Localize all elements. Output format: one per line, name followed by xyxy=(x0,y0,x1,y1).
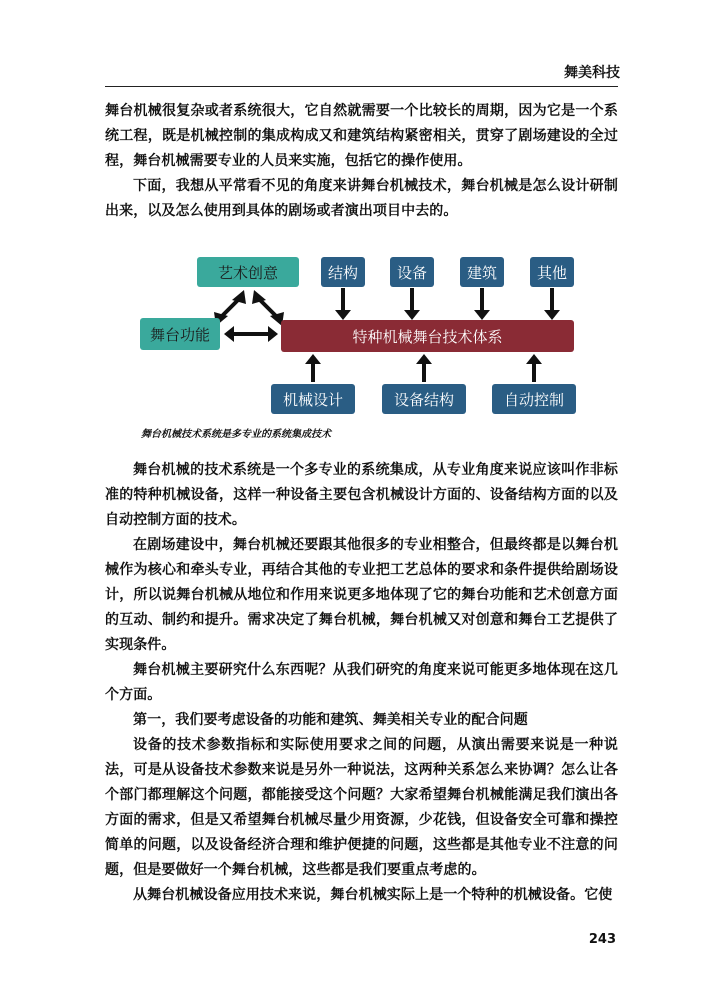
section-heading: 第一，我们要考虑设备的功能和建筑、舞美相关专业的配合问题 xyxy=(133,712,528,728)
horizontal-arrow xyxy=(224,326,278,342)
box-mechanical-design: 机械设计 xyxy=(271,384,355,414)
paragraph: 舞台机械很复杂或者系统很大，它自然就需要一个比较长的周期，因为它是一个系统工程，既是机械控制的集成构成又和建筑结构紧密相关，贯穿了剧场建设的全过程，舞台机械需要专业的人员来实施，包括它的操作使用。 xyxy=(105,103,618,169)
paragraph: 下面，我想从平常看不见的角度来讲舞台机械技术，舞台机械是怎么设计研制出来，以及怎么使用到具体的剧场或者演出项目中去的。 xyxy=(105,178,618,219)
box-structure: 结构 xyxy=(321,257,365,287)
paragraph: 设备的技术参数指标和实际使用要求之间的问题，从演出需要来说是一种说法，可是从设备技术参数来说是另外一种说法，这两种关系怎么来协调？怎么让各个部门都理解这个问题，都能接受这个问题？大家希望舞台机械能满足我们演出各方面的需求，但是又希望舞台机械尽量少用资源，少花钱，但设备安全可靠和操控简单的问题，以及设备经济合理和维护便捷的问题，这些都是其他专业不注意的问题，但是要做好一个舞台机械，这些都是我们要重点考虑的。 xyxy=(105,737,618,878)
figure-caption: 舞台机械技术系统是多专业的系统集成技术 xyxy=(141,429,331,440)
header-title: 舞美科技 xyxy=(564,65,620,81)
down-arrows xyxy=(335,288,560,320)
up-arrows xyxy=(305,354,542,382)
intro-text xyxy=(105,99,618,224)
paragraph: 从舞台机械设备应用技术来说，舞台机械实际上是一个特种的机械设备。它使 xyxy=(133,887,613,903)
system-diagram xyxy=(140,254,590,424)
box-equipment: 设备 xyxy=(390,257,434,287)
box-other: 其他 xyxy=(530,257,574,287)
paragraph: 在剧场建设中，舞台机械还要跟其他很多的专业相整合，但最终都是以舞台机械作为核心和牵头专业，再结合其他的专业把工艺总体的要求和条件提供给剧场设计，所以说舞台机械从地位和作用来说更多地体现了它的舞台功能和艺术创意方面的互动、制约和提升。需求决定了舞台机械，舞台机械又对创意和舞台工艺提供了实现条件。 xyxy=(105,537,618,653)
box-art-creativity: 艺术创意 xyxy=(197,257,299,287)
box-equipment-structure: 设备结构 xyxy=(382,384,466,414)
box-automatic-control: 自动控制 xyxy=(492,384,576,414)
paragraph: 舞台机械的技术系统是一个多专业的系统集成，从专业角度来说应该叫作非标准的特种机械设备，这样一种设备主要包含机械设计方面的、设备结构方面的以及自动控制方面的技术。 xyxy=(105,462,618,528)
box-core-system: 特种机械舞台技术体系 xyxy=(281,320,574,352)
body-text xyxy=(105,458,618,908)
paragraph: 舞台机械主要研究什么东西呢？从我们研究的角度来说可能更多地体现在这几个方面。 xyxy=(105,662,618,703)
page-number: 243 xyxy=(588,932,616,947)
box-architecture: 建筑 xyxy=(460,257,504,287)
box-stage-function: 舞台功能 xyxy=(140,318,220,350)
diagonal-arrows xyxy=(214,290,284,326)
header-rule xyxy=(105,86,618,87)
